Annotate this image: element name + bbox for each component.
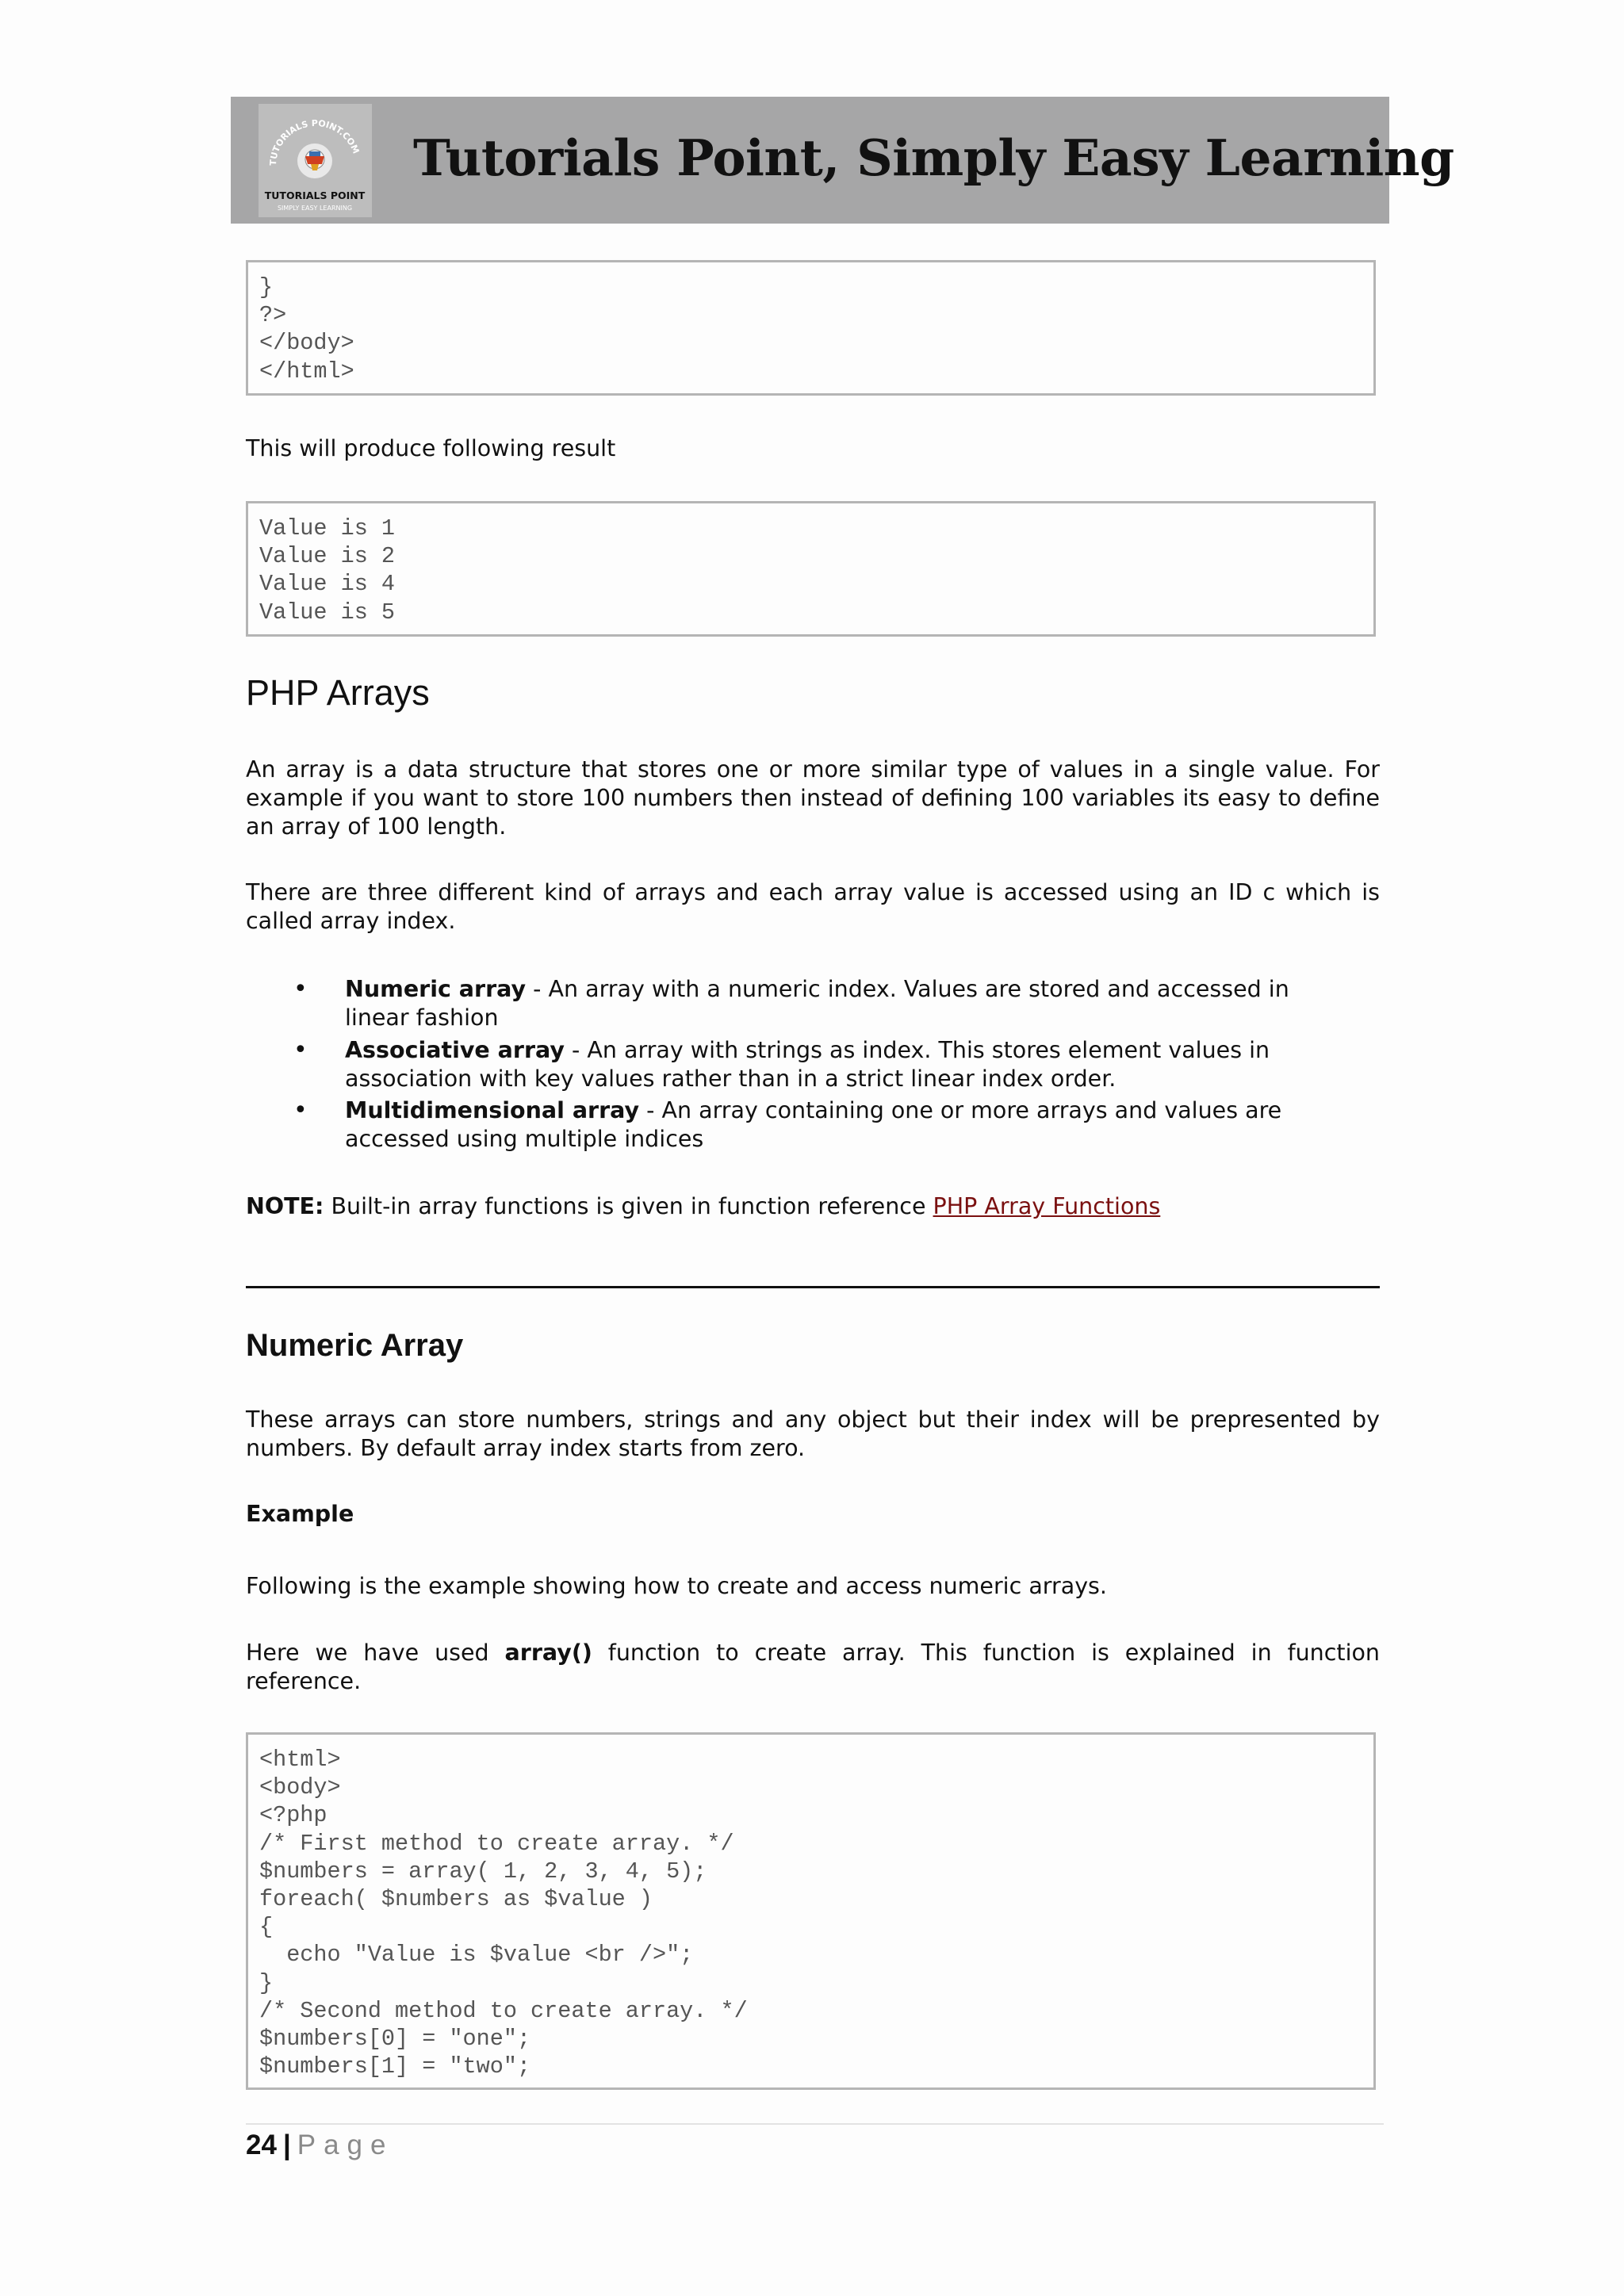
list-item-term: Multidimensional array	[345, 1097, 640, 1123]
section-heading-numeric-array: Numeric Array	[246, 1328, 464, 1363]
code-line: <body>	[259, 1774, 341, 1801]
svg-text:SIMPLY EASY LEARNING: SIMPLY EASY LEARNING	[277, 205, 353, 212]
tutorials-point-logo	[259, 104, 372, 217]
bullet-icon: •	[293, 975, 308, 1003]
code-line: <?php	[259, 1802, 327, 1829]
code-line: foreach( $numbers as $value )	[259, 1885, 653, 1912]
code-line: $numbers = array( 1, 2, 3, 4, 5);	[259, 1858, 707, 1885]
note-label: NOTE:	[246, 1193, 324, 1219]
code-line: {	[259, 1914, 274, 1941]
note-text: Built-in array functions is given in function reference	[324, 1193, 933, 1219]
svg-text:TUTORIALS POINT.COM: TUTORIALS POINT.COM	[267, 117, 362, 166]
php-arrays-paragraph-1: An array is a data structure that stores one or more similar type of values in a single value. For example if you want to store 100 numbers then instead of defining 100 variables its easy to define an array of 100 length.	[246, 756, 1380, 840]
page-footer	[246, 2130, 393, 2161]
code-line: </html>	[259, 358, 354, 385]
list-item-text: - An array containing one or more arrays and values are accessed using multiple indices	[345, 1097, 1282, 1152]
code-line: }	[259, 274, 274, 300]
code-line: <html>	[259, 1747, 341, 1773]
list-item-term: Associative array	[345, 1037, 565, 1063]
code-line: Value is 4	[259, 571, 396, 598]
code-line: echo "Value is $value <br />";	[259, 1942, 694, 1969]
code-line: }	[259, 1969, 274, 1996]
section-heading-php-arrays: PHP Arrays	[246, 672, 430, 713]
note-paragraph	[246, 1192, 1380, 1221]
page-header	[231, 97, 1454, 224]
code-line: $numbers[1] = "two";	[259, 2053, 531, 2080]
code-line: $numbers[0] = "one";	[259, 2025, 531, 2052]
bullet-icon: •	[293, 1096, 308, 1124]
code-block-end	[246, 260, 1376, 396]
code-line: Value is 1	[259, 515, 396, 541]
header-title: Tutorials Point, Simply Easy Learning	[413, 128, 1454, 187]
bullet-icon: •	[293, 1036, 308, 1064]
code-line: Value is 2	[259, 543, 396, 570]
code-line: Value is 5	[259, 599, 396, 626]
php-arrays-paragraph-2: There are three different kind of arrays and each array value is accessed using an ID c which is called array index.	[246, 879, 1380, 934]
list-item-text: - An array with a numeric index. Values are stored and accessed in linear fashion	[345, 976, 1289, 1031]
page-label: Page	[297, 2130, 394, 2160]
section-divider	[246, 1286, 1380, 1288]
result-intro: This will produce following result	[246, 435, 616, 461]
list-item-text: - An array with strings as index. This stores element values in association with key values rather than in a strict linear index order.	[345, 1037, 1270, 1092]
code-line: </body>	[259, 330, 354, 357]
numeric-array-paragraph: These arrays can store numbers, strings and any object but their index will be prepresented by numbers. By default array index starts from zero.	[246, 1406, 1380, 1461]
code-line: /* Second method to create array. */	[259, 1997, 748, 2024]
result-output-block	[246, 501, 1376, 637]
svg-text:TUTORIALS POINT: TUTORIALS POINT	[264, 189, 366, 201]
array-function-paragraph: Here we have used array() function to create array. This function is explained in function reference.	[246, 1640, 1380, 1694]
array-function-name: array()	[504, 1640, 592, 1666]
code-block-numeric-array	[246, 1732, 1376, 2090]
footer-divider	[246, 2123, 1384, 2125]
list-item-term: Numeric array	[345, 976, 527, 1002]
footer-separator: |	[282, 2130, 291, 2160]
example-intro: Following is the example showing how to create and access numeric arrays.	[246, 1573, 1107, 1599]
code-line: ?>	[259, 302, 287, 329]
code-line: /* First method to create array. */	[259, 1830, 734, 1857]
example-label: Example	[246, 1501, 354, 1527]
php-array-functions-link[interactable]: PHP Array Functions	[933, 1193, 1161, 1219]
page-number: 24	[246, 2130, 277, 2160]
